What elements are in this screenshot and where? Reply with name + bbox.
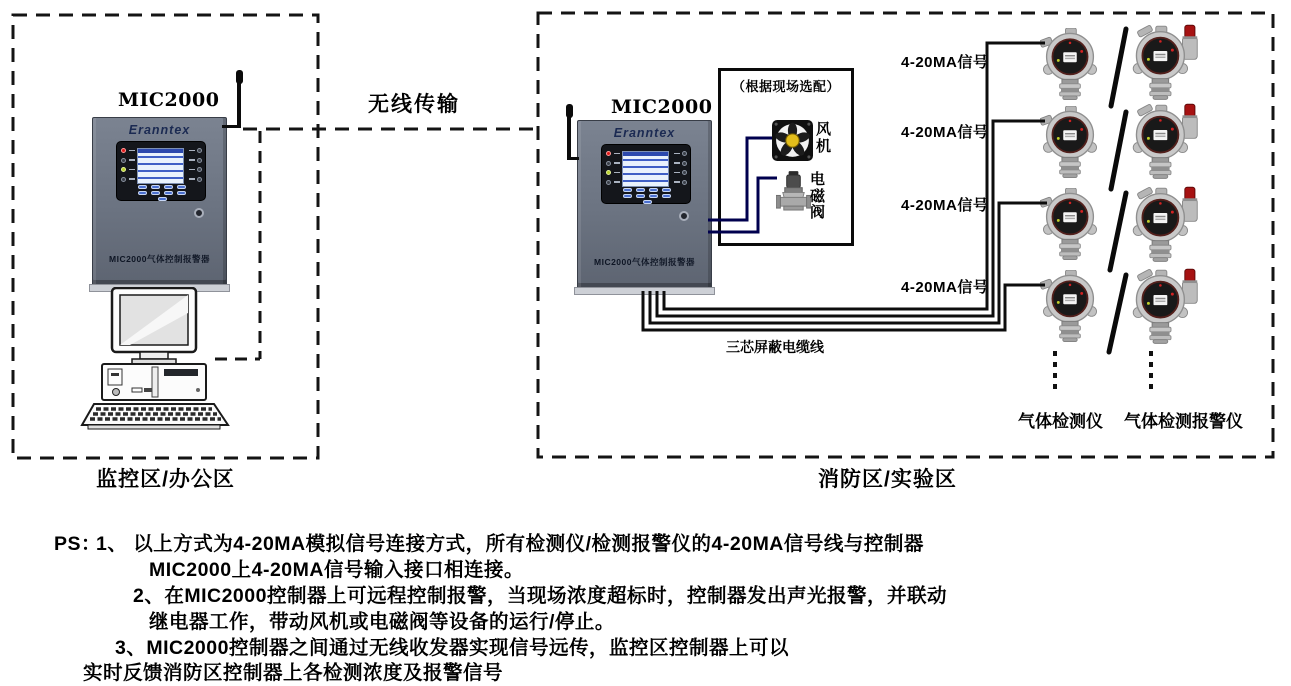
led-tick: [614, 162, 620, 164]
keypad-button: [662, 188, 671, 192]
status-led: [121, 177, 126, 182]
run-led: [606, 170, 611, 175]
led-tick: [129, 159, 135, 161]
controller-lcd-screen: [622, 151, 669, 187]
status-led: [197, 148, 202, 153]
controller-brand: Eranntex: [128, 123, 191, 137]
controller-brand: Eranntex: [613, 126, 676, 140]
keypad-button: [662, 194, 671, 198]
alarm-detector-column-label: 气体检测报警仪: [1124, 412, 1243, 431]
controller-lcd-screen: [137, 148, 184, 184]
note-line-3: 2、在MIC2000控制器上可远程控制报警，当现场浓度超标时，控制器发出声光报警，并联动: [133, 585, 947, 607]
gas-detector-1: [1040, 28, 1100, 100]
keypad-button: [623, 194, 632, 198]
ellipsis-dots: [1053, 351, 1153, 389]
power-led: [606, 151, 611, 156]
keypad-button: [158, 197, 167, 201]
gas-detector-alarm-4: [1130, 268, 1200, 346]
keypad: [618, 188, 676, 204]
status-led: [682, 170, 687, 175]
antenna-bracket: [569, 157, 579, 160]
keypad-button: [164, 191, 173, 195]
note-line-5: 3、MIC2000控制器之间通过无线收发器实现信号远传，监控区控制器上可以: [115, 637, 789, 659]
led-tick: [129, 150, 135, 152]
antenna-bracket: [222, 125, 239, 128]
keypad-button: [151, 185, 160, 189]
note-line-2: MIC2000上4-20MA信号输入接口相连接。: [149, 559, 524, 581]
status-led: [606, 180, 611, 185]
keypad-button: [649, 188, 658, 192]
fire-zone-label: 消防区/实验区: [818, 468, 957, 491]
detector-column-label: 气体检测仪: [1018, 412, 1103, 431]
gas-detector-alarm-2: [1130, 103, 1200, 181]
led-tick: [674, 181, 680, 183]
status-led: [606, 161, 611, 166]
keypad-button: [649, 194, 658, 198]
keypad-button: [177, 185, 186, 189]
lock-keyhole: [679, 211, 689, 221]
note-line-4: 继电器工作，带动风机或电磁阀等设备的运行/停止。: [149, 611, 615, 633]
keypad-button: [138, 185, 147, 189]
led-tick: [614, 172, 620, 174]
led-tick: [189, 150, 195, 152]
fan-image: [772, 120, 813, 161]
note-line-1: 1、 以上方式为4-20MA模拟信号连接方式，所有检测仪/检测报警仪的4-20MA信号线与控制器: [96, 533, 924, 555]
notes-prefix: PS：: [54, 533, 102, 555]
antenna-left-controller: [237, 72, 241, 128]
lock-keyhole: [194, 208, 204, 218]
keypad-button: [164, 185, 173, 189]
controller-name-tag: MIC2000气体控制报警器: [594, 257, 695, 267]
status-led: [197, 158, 202, 163]
keypad-button: [138, 191, 147, 195]
controller-right-cabinet: [577, 120, 712, 290]
slash-divider-2: [1111, 112, 1126, 189]
signal-label-3: 4-20MA信号: [901, 197, 989, 214]
led-tick: [614, 181, 620, 183]
status-leds-left: [606, 151, 620, 185]
keypad-button: [636, 194, 645, 198]
office-computer: [80, 287, 232, 431]
optional-box-title: （根据现场选配）: [731, 79, 840, 94]
antenna-right-controller: [567, 106, 571, 160]
valve-label: 电磁阀: [810, 171, 826, 221]
led-tick: [129, 178, 135, 180]
status-led: [682, 161, 687, 166]
status-led: [197, 167, 202, 172]
note-line-6: 实时反馈消防区控制器上各检测浓度及报警信号: [83, 662, 504, 684]
gas-detector-4: [1040, 270, 1100, 342]
keypad: [133, 185, 191, 201]
status-led: [682, 151, 687, 156]
controller-left-cabinet: [92, 117, 227, 287]
keypad-button: [636, 188, 645, 192]
led-tick: [189, 159, 195, 161]
controller-panel: [116, 141, 206, 201]
led-tick: [189, 169, 195, 171]
solenoid-valve-image: [776, 171, 811, 216]
gas-detector-2: [1040, 106, 1100, 178]
status-leds-right: [674, 151, 688, 185]
led-tick: [674, 172, 680, 174]
controller-left-model-title: MIC2000: [118, 89, 220, 111]
keypad-button: [643, 200, 652, 204]
led-tick: [129, 169, 135, 171]
led-tick: [614, 153, 620, 155]
status-led: [682, 180, 687, 185]
controller-name-tag: MIC2000气体控制报警器: [109, 254, 210, 264]
optional-equipment-box: [718, 68, 854, 246]
gas-detector-3: [1040, 188, 1100, 260]
run-led: [121, 167, 126, 172]
signal-label-2: 4-20MA信号: [901, 124, 989, 141]
monitoring-zone-label: 监控区/办公区: [96, 468, 235, 491]
fan-label: 风机: [816, 121, 832, 155]
cable-bundle-label: 三芯屏蔽电缆线: [726, 339, 824, 355]
power-led: [121, 148, 126, 153]
controller-right-model-title: MIC2000: [611, 96, 713, 118]
gas-detector-alarm-1: [1130, 24, 1200, 102]
status-led: [121, 158, 126, 163]
controller-panel: [601, 144, 691, 204]
slash-divider-4: [1109, 275, 1126, 352]
slash-divider-3: [1110, 193, 1126, 270]
status-leds-right: [189, 148, 203, 182]
slash-divider-1: [1111, 29, 1126, 106]
signal-label-1: 4-20MA信号: [901, 54, 989, 71]
status-led: [197, 177, 202, 182]
wireless-transmission-label: 无线传输: [368, 93, 460, 116]
keypad-button: [151, 191, 160, 195]
led-tick: [674, 162, 680, 164]
gas-detector-alarm-3: [1130, 186, 1200, 264]
status-leds-left: [121, 148, 135, 182]
signal-label-4: 4-20MA信号: [901, 279, 989, 296]
keypad-button: [177, 191, 186, 195]
led-tick: [674, 153, 680, 155]
led-tick: [189, 178, 195, 180]
keypad-button: [623, 188, 632, 192]
